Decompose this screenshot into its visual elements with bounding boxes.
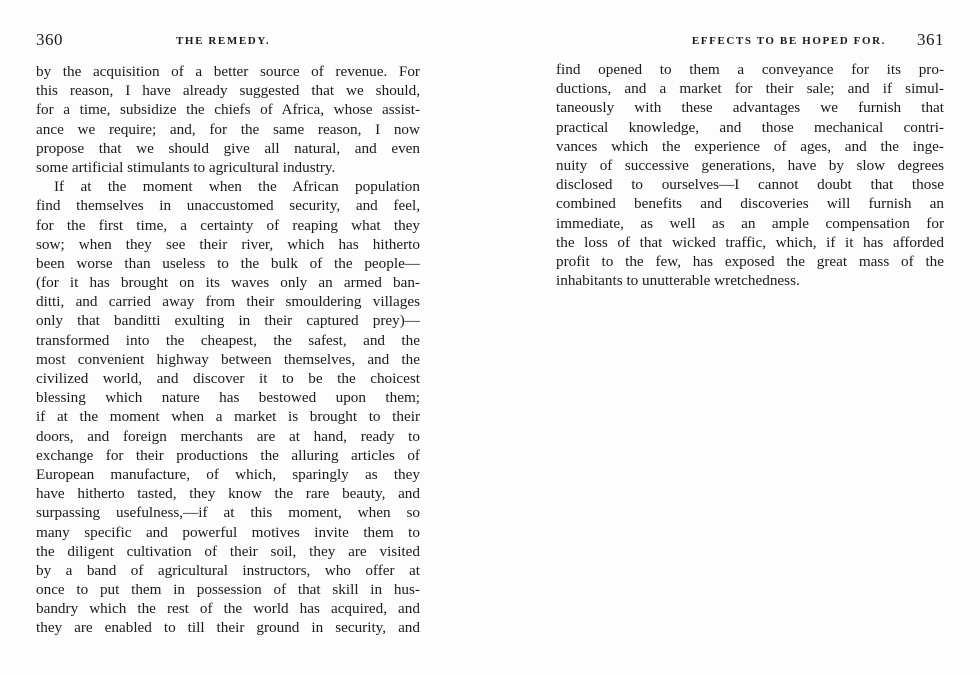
text-line: disclosed to ourselves—I cannot doubt that those xyxy=(556,176,944,194)
text-line: immediate, as well as an ample compensation for xyxy=(556,214,944,232)
text-line: surpassing usefulness,—if at this moment, when so xyxy=(36,504,420,522)
text-line: find themselves in unaccustomed security, and feel, xyxy=(36,197,420,215)
text-line: by the acquisition of a better source of revenue. For xyxy=(36,63,420,80)
text-line: some artificial stimulants to agricultural industry. xyxy=(36,158,336,176)
text-line: exchange for their productions the alluring articles of xyxy=(36,446,420,464)
text-line: they are enabled to till their ground in security, and xyxy=(36,619,420,637)
left-page xyxy=(0,0,470,675)
text-line: propose that we should give all natural, and even xyxy=(36,139,420,157)
text-line: ditti, and carried away from their smouldering villages xyxy=(36,293,420,311)
text-line: taneously with these advantages we furnish that xyxy=(556,99,944,117)
text-line: for the first time, a certainty of reaping what they xyxy=(36,216,420,234)
text-line: ance we require; and, for the same reason, I now xyxy=(36,120,420,138)
text-line: inhabitants to unutterable wretchedness. xyxy=(556,272,800,290)
text-line: practical knowledge, and those mechanical contri- xyxy=(556,118,944,136)
text-line: been worse than useless to the bulk of the people— xyxy=(36,254,420,272)
text-line: profit to the few, has exposed the great mass of the xyxy=(556,252,944,270)
text-line: many specific and powerful motives invite them to xyxy=(36,523,420,541)
text-line: most convenient highway between themselves, and the xyxy=(36,350,420,368)
text-line: ductions, and a market for their sale; and if simul- xyxy=(556,80,944,98)
text-line: civilized world, and discover it to be the choicest xyxy=(36,370,420,387)
text-line: the loss of that wicked traffic, which, if it has afforded xyxy=(556,233,944,251)
text-line: combined benefits and discoveries will furnish an xyxy=(556,195,944,213)
right-page xyxy=(510,0,980,675)
text-line: by a band of agricultural instructors, who offer at xyxy=(36,561,420,579)
text-line: nuity of successive generations, have by slow degrees xyxy=(556,156,944,174)
right-page-body xyxy=(556,60,944,290)
running-head-left xyxy=(36,30,420,56)
text-line: for a time, subsidize the chiefs of Africa, whose assist- xyxy=(36,101,420,119)
text-line: vances which the experience of ages, and the inge- xyxy=(556,137,944,155)
page-number-left: 360 xyxy=(36,30,63,49)
text-line: sow; when they see their river, which has hitherto xyxy=(36,235,420,253)
running-title-left: THE REMEDY. xyxy=(176,35,271,47)
text-line: doors, and foreign merchants are at hand, ready to xyxy=(36,427,420,445)
text-line: If at the moment when the African population xyxy=(54,178,420,196)
text-line: bandry which the rest of the world has acquired, and xyxy=(36,600,420,618)
text-line: if at the moment when a market is brought to their xyxy=(36,408,420,426)
text-line: this reason, I have already suggested that we should, xyxy=(36,82,420,100)
left-page-body xyxy=(36,62,420,638)
text-line: only that banditti exulting in their captured prey)— xyxy=(36,312,420,330)
running-title-right: EFFECTS TO BE HOPED FOR. xyxy=(691,35,886,47)
text-line: transformed into the cheapest, the safest, and the xyxy=(36,331,420,349)
text-line: have hitherto tasted, they know the rare beauty, and xyxy=(36,485,420,503)
text-line: once to put them in possession of that skill in hus- xyxy=(36,581,420,599)
text-line: the diligent cultivation of their soil, they are visited xyxy=(36,542,420,560)
text-line: European manufacture, of which, sparingly as they xyxy=(36,465,420,483)
text-line: blessing which nature has bestowed upon them; xyxy=(36,389,420,407)
text-line: (for it has brought on its waves only an armed ban- xyxy=(36,274,420,292)
page-number-right: 361 xyxy=(917,30,944,49)
text-line: find opened to them a conveyance for its pro- xyxy=(556,61,944,78)
running-head-right xyxy=(556,30,944,56)
